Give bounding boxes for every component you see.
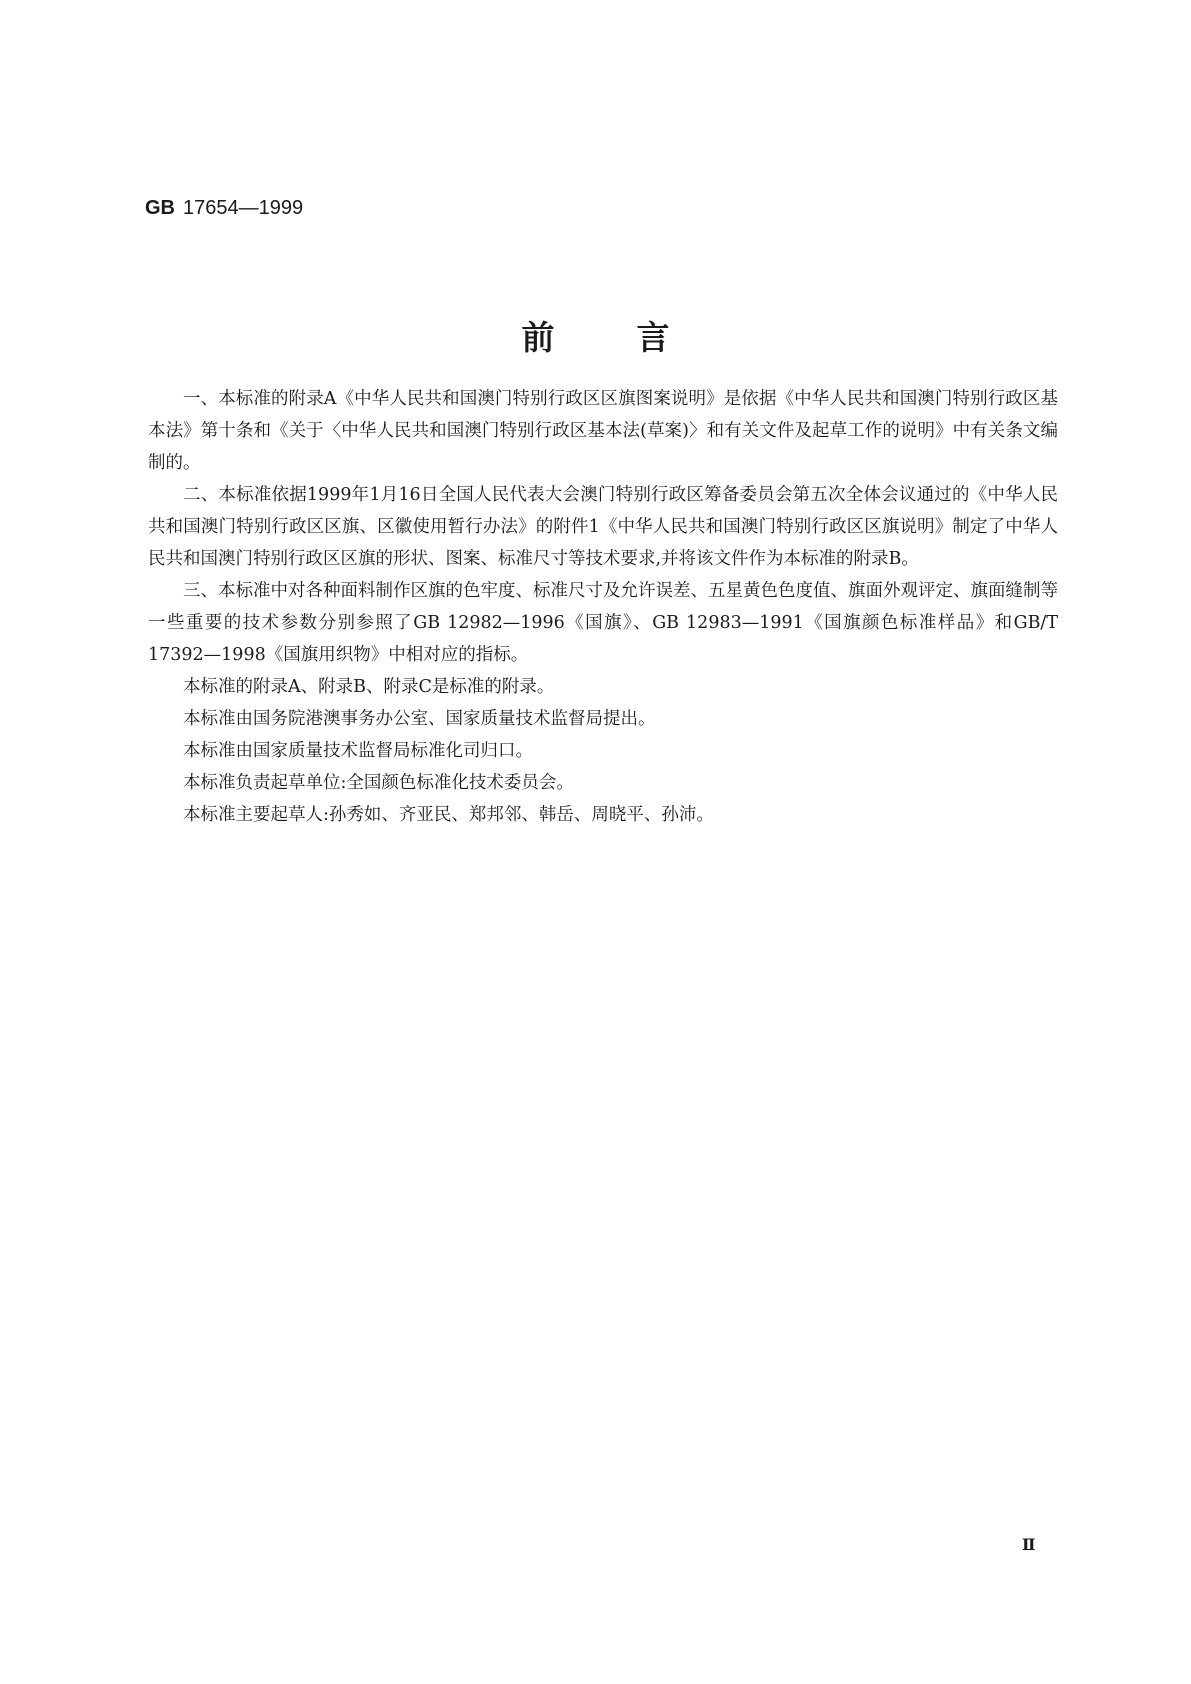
paragraph-6: 本标准由国家质量技术监督局标准化司归口。 (183, 741, 533, 761)
standard-number-header (145, 196, 303, 220)
paragraph-7: 本标准负责起草单位:全国颜色标准化技术委员会。 (183, 773, 574, 793)
paragraph-5: 本标准由国务院港澳事务办公室、国家质量技术监督局提出。 (183, 709, 656, 729)
paragraph-1: 一、本标准的附录A《中华人民共和国澳门特别行政区区旗图案说明》是依据《中华人民共和国澳门特别行政区基本法》第十条和《关于〈中华人民共和国澳门特别行政区基本法(草案)〉和有关文件及起草工作的说明》中有关条文编制的。 (148, 389, 1058, 473)
paragraph-8: 本标准主要起草人:孙秀如、齐亚民、郑邦邻、韩岳、周晓平、孙沛。 (183, 805, 714, 825)
standard-prefix: GB (145, 197, 175, 219)
page-title: 前言 (521, 318, 752, 357)
foreword-body (148, 383, 1058, 831)
paragraph-2: 二、本标准依据1999年1月16日全国人民代表大会澳门特别行政区筹备委员会第五次全体会议通过的《中华人民共和国澳门特别行政区区旗、区徽使用暂行办法》的附件1《中华人民共和国澳门特别行政区区旗说明》制定了中华人民共和国澳门特别行政区区旗的形状、图案、标准尺寸等技术要求,并将该文件作为本标准的附录B。 (148, 485, 1058, 569)
paragraph-3: 三、本标准中对各种面料制作区旗的色牢度、标准尺寸及允许误差、五星黄色色度值、旗面外观评定、旗面缝制等一些重要的技术参数分别参照了GB 12982—1996《国旗》、GB 12983—1991《国旗颜色标准样品》和GB/T 17392—1998《国旗用织物》中相对应的指标。 (148, 581, 1058, 665)
page-number: Ⅱ (1022, 1535, 1036, 1554)
paragraph-4: 本标准的附录A、附录B、附录C是标准的附录。 (183, 677, 555, 697)
standard-number: 17654—1999 (183, 197, 304, 219)
